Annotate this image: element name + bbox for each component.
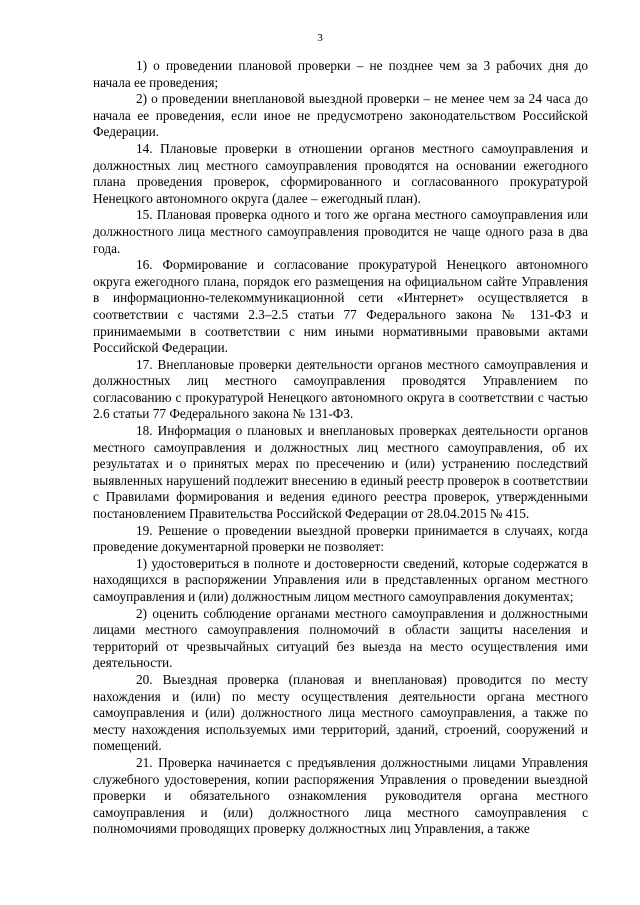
paragraph-19-item-1: 1) удостовериться в полноте и достоверности сведений, которые содержатся в находящихся в распоряжении Управления или в представленных органом местного самоуправления и (или) должностным лицом местного самоуправления документах; bbox=[93, 555, 588, 604]
paragraph-18: 18. Информация о плановых и внеплановых проверках деятельности органов местного самоуправления и должностных лиц местного самоуправления, об их результатах и о принятых мерах по пресечению и (или) устранению последствий выявленных нарушений подлежит внесению в единый реестр проверок в соответствии с Правилами формирования и ведения единого реестра проверок, утвержденными постановлением Правительства Российской Федерации от 28.04.2015 № 415. bbox=[93, 423, 588, 522]
paragraph-19: 19. Решение о проведении выездной проверки принимается в случаях, когда проведение документарной проверки не позволяет: bbox=[93, 522, 588, 555]
paragraph-21: 21. Проверка начинается с предъявления должностными лицами Управления служебного удостоверения, копии распоряжения Управления о проведении выездной проверки и обязательного ознакомления руководителя органа местного самоуправления и (или) должностного лица местного самоуправления с полномочиями проводящих проверку должностных лиц Управления, а также bbox=[93, 754, 588, 837]
paragraph-notice-planned: 1) о проведении плановой проверки – не позднее чем за 3 рабочих дня до начала ее проведения; bbox=[93, 58, 588, 90]
paragraph-15: 15. Плановая проверка одного и того же органа местного самоуправления или должностного лица местного самоуправления проводится не чаще одного раза в два года. bbox=[93, 207, 588, 256]
paragraph-16: 16. Формирование и согласование прокуратурой Ненецкого автономного округа ежегодного плана, порядок его размещения на официальном сайте Управления в информационно-телекоммуникационной сети «Интернет» осуществляется в соответствии с частями 2.3–2.5 статьи 77 Федерального закона № 131-ФЗ и принимаемыми в соответствии с ним иными нормативными правовыми актами Российской Федерации. bbox=[93, 257, 588, 356]
paragraph-20: 20. Выездная проверка (плановая и внеплановая) проводится по месту нахождения и (или) по месту осуществления деятельности органа местного самоуправления и (или) должностного лица местного самоуправления, а также по месту нахождения используемых ими территорий, зданий, строений, сооружений и помещений. bbox=[93, 671, 588, 754]
page-number: 3 bbox=[317, 32, 323, 44]
document-body bbox=[93, 58, 588, 838]
paragraph-19-item-2: 2) оценить соблюдение органами местного самоуправления и должностными лицами местного самоуправления полномочий в области защиты населения и территорий от чрезвычайных ситуаций без выезда на место осуществления ими деятельности. bbox=[93, 605, 588, 671]
paragraph-14: 14. Плановые проверки в отношении органов местного самоуправления и должностных лиц местного самоуправления проводятся на основании ежегодного плана проведения проверок, сформированного и согласованного прокуратурой Ненецкого автономного округа (далее – ежегодный план). bbox=[93, 140, 588, 206]
paragraph-17: 17. Внеплановые проверки деятельности органов местного самоуправления и должностных лиц местного самоуправления проводятся Управлением по согласованию с прокуратурой Ненецкого автономного округа в соответствии с частью 2.6 статьи 77 Федерального закона № 131-ФЗ. bbox=[93, 356, 588, 422]
paragraph-notice-unplanned: 2) о проведении внеплановой выездной проверки – не менее чем за 24 часа до начала ее проведения, если иное не предусмотрено законодательством Российской Федерации. bbox=[93, 91, 588, 140]
